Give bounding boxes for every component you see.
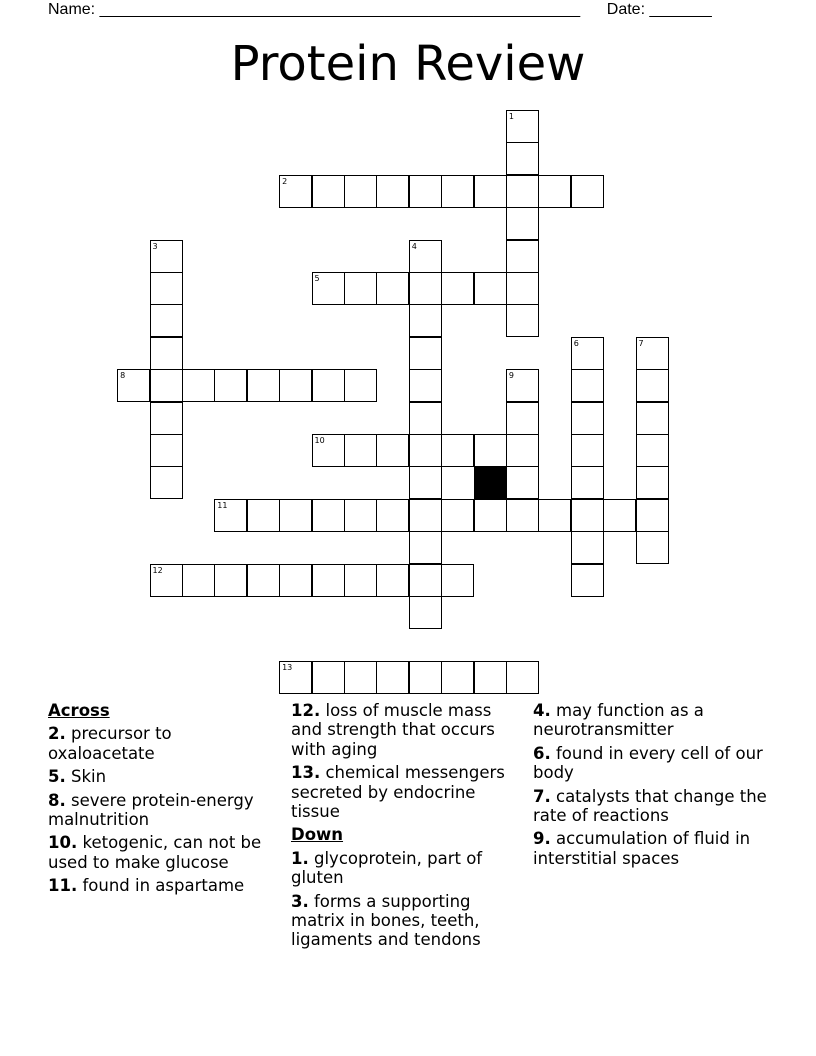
crossword-cell[interactable] [441,499,474,532]
clue-across-5: 5. Skin [48,767,107,787]
crossword-cell[interactable] [636,466,669,499]
crossword-cell[interactable] [344,499,377,532]
crossword-cell[interactable] [506,402,539,435]
clue-number-label: 6 [573,338,579,348]
crossword-cell[interactable] [344,272,377,305]
crossword-cell[interactable] [441,434,474,467]
clue-across-8: 8. severe protein-energy malnutrition [48,790,254,830]
clue-down-7: 7. catalysts that change the rate of reactions [533,786,767,826]
crossword-cell[interactable] [474,175,507,208]
crossword-cell[interactable] [150,240,183,273]
crossword-cell[interactable] [279,369,312,402]
crossword-cell[interactable] [506,466,539,499]
crossword-cell[interactable] [506,207,539,240]
crossword-cell[interactable] [636,337,669,370]
crossword-cell[interactable] [571,466,604,499]
crossword-cell[interactable] [376,564,409,597]
crossword-cell[interactable] [409,402,442,435]
crossword-cell[interactable] [506,272,539,305]
name-label: Name: [48,1,96,18]
crossword-cell[interactable] [474,499,507,532]
date-label: Date: [606,1,646,18]
crossword-cell[interactable] [150,402,183,435]
crossword-cell[interactable] [506,434,539,467]
crossword-cell[interactable] [279,499,312,532]
crossword-cell[interactable] [376,272,409,305]
crossword-cell[interactable] [150,272,183,305]
crossword-cell[interactable] [409,434,442,467]
crossword-cell[interactable] [571,402,604,435]
clue-across-2: 2. precursor to oxaloacetate [48,724,172,763]
crossword-cell[interactable] [150,337,183,370]
crossword-cell[interactable] [214,369,247,402]
clue-down-4: 4. may function as a neurotransmitter [533,701,704,740]
crossword-cell[interactable] [506,661,539,694]
clue-number-label: 2 [282,176,288,186]
clues-column-2 [291,701,521,954]
crossword-cell[interactable] [117,369,150,402]
clue-number-label: 7 [638,338,644,348]
crossword-cell[interactable] [409,531,442,564]
clue-number-label: 8 [120,371,126,381]
crossword-cell[interactable] [571,175,604,208]
crossword-cell[interactable] [409,499,442,532]
crossword-cell[interactable] [150,369,183,402]
crossword-cell[interactable] [312,434,345,467]
crossword-cell[interactable] [409,564,442,597]
crossword-cell[interactable] [506,240,539,273]
crossword-cell[interactable] [247,564,280,597]
crossword-cell[interactable] [279,564,312,597]
across-heading: Across [48,701,110,720]
clues-column-1 [48,701,278,900]
crossword-cell[interactable] [279,175,312,208]
crossword-cell[interactable] [150,304,183,337]
crossword-cell[interactable] [214,564,247,597]
clue-number-label: 9 [508,371,514,381]
clue-number-label: 4 [411,241,417,251]
crossword-cell[interactable] [636,369,669,402]
crossword-cell[interactable] [344,661,377,694]
clue-down-3: 3. forms a supporting matrix in bones, teeth, ligaments and tendons [291,891,481,950]
crossword-cell[interactable] [506,304,539,337]
clue-down-6: 6. found in every cell of our body [533,743,763,783]
crossword-cell[interactable] [409,369,442,402]
crossword-cell[interactable] [344,175,377,208]
crossword-cell[interactable] [409,337,442,370]
crossword-cell[interactable] [312,175,345,208]
crossword-cell[interactable] [441,272,474,305]
crossword-cell[interactable] [538,499,571,532]
crossword-cell[interactable] [376,175,409,208]
crossword-cell[interactable] [279,661,312,694]
crossword-cell[interactable] [571,434,604,467]
crossword-cell[interactable] [312,499,345,532]
crossword-cell[interactable] [571,337,604,370]
clue-number-label: 12 [152,565,163,575]
crossword-cell[interactable] [409,466,442,499]
crossword-cell[interactable] [571,369,604,402]
crossword-cell[interactable] [409,240,442,273]
crossword-cell[interactable] [344,434,377,467]
clue-number-label: 1 [508,112,514,121]
crossword-cell[interactable] [182,564,215,597]
clue-across-10: 10. ketogenic, can not be used to make glucose [48,833,262,872]
clue-number-label: 11 [217,500,228,510]
crossword-cell[interactable] [247,499,280,532]
crossword-cell[interactable] [506,110,539,143]
crossword-cell[interactable] [150,466,183,499]
crossword-cell[interactable] [312,661,345,694]
clue-across-13: 13. chemical messengers secreted by endocrine tissue [291,763,505,822]
clue-number-label: 5 [314,274,320,283]
down-heading: Down [291,825,344,845]
crossword-cell[interactable] [247,369,280,402]
crossword-cell[interactable] [409,661,442,694]
crossword-cell[interactable] [150,434,183,467]
crossword-cell[interactable] [506,175,539,208]
clue-across-12: 12. loss of muscle mass and strength that occurs with aging [291,701,495,759]
crossword-cell[interactable] [150,564,183,597]
crossword-cell[interactable] [441,175,474,208]
clue-down-9: 9. accumulation of fluid in interstitial spaces [533,829,751,868]
crossword-cell[interactable] [538,175,571,208]
crossword-cell[interactable] [603,499,636,532]
crossword-cell[interactable] [409,304,442,337]
crossword-cell[interactable] [506,369,539,402]
crossword-cell[interactable] [182,369,215,402]
crossword-cell[interactable] [312,369,345,402]
page-title: Protein Review [230,36,586,92]
clue-number-label: 13 [282,662,293,672]
crossword-cell[interactable] [344,564,377,597]
crossword-cell[interactable] [441,564,474,597]
crossword-cell[interactable] [409,272,442,305]
clue-down-1: 1. glycoprotein, part of gluten [291,848,483,888]
crossword-cell[interactable] [571,531,604,564]
crossword-cell[interactable] [376,434,409,467]
clue-number-label: 3 [152,241,158,251]
name-line[interactable]: ______________________________________________________ [99,1,581,18]
crossword-cell[interactable] [409,596,442,629]
crossword-cell[interactable] [409,175,442,208]
crossword-cell[interactable] [506,142,539,175]
crossword-cell[interactable] [312,564,345,597]
crossword-cell[interactable] [636,499,669,532]
crossword-cell[interactable] [474,434,507,467]
crossword-cell[interactable] [376,661,409,694]
clues-column-3 [533,701,773,872]
crossword-cell[interactable] [636,434,669,467]
crossword-cell[interactable] [571,564,604,597]
crossword-cell[interactable] [636,531,669,564]
clue-number-label: 10 [314,436,325,445]
crossword-cell[interactable] [441,661,474,694]
crossword-black-cell [474,466,507,499]
crossword-cell[interactable] [214,499,247,532]
crossword-cell[interactable] [312,272,345,305]
crossword-cell[interactable] [474,661,507,694]
crossword-cell[interactable] [376,499,409,532]
crossword-cell[interactable] [344,369,377,402]
crossword-cell[interactable] [636,402,669,435]
clue-across-11: 11. found in aspartame [48,876,245,896]
crossword-cell[interactable] [571,499,604,532]
crossword-cell[interactable] [474,272,507,305]
crossword-cell[interactable] [506,499,539,532]
date-line[interactable]: _______ [649,1,712,18]
